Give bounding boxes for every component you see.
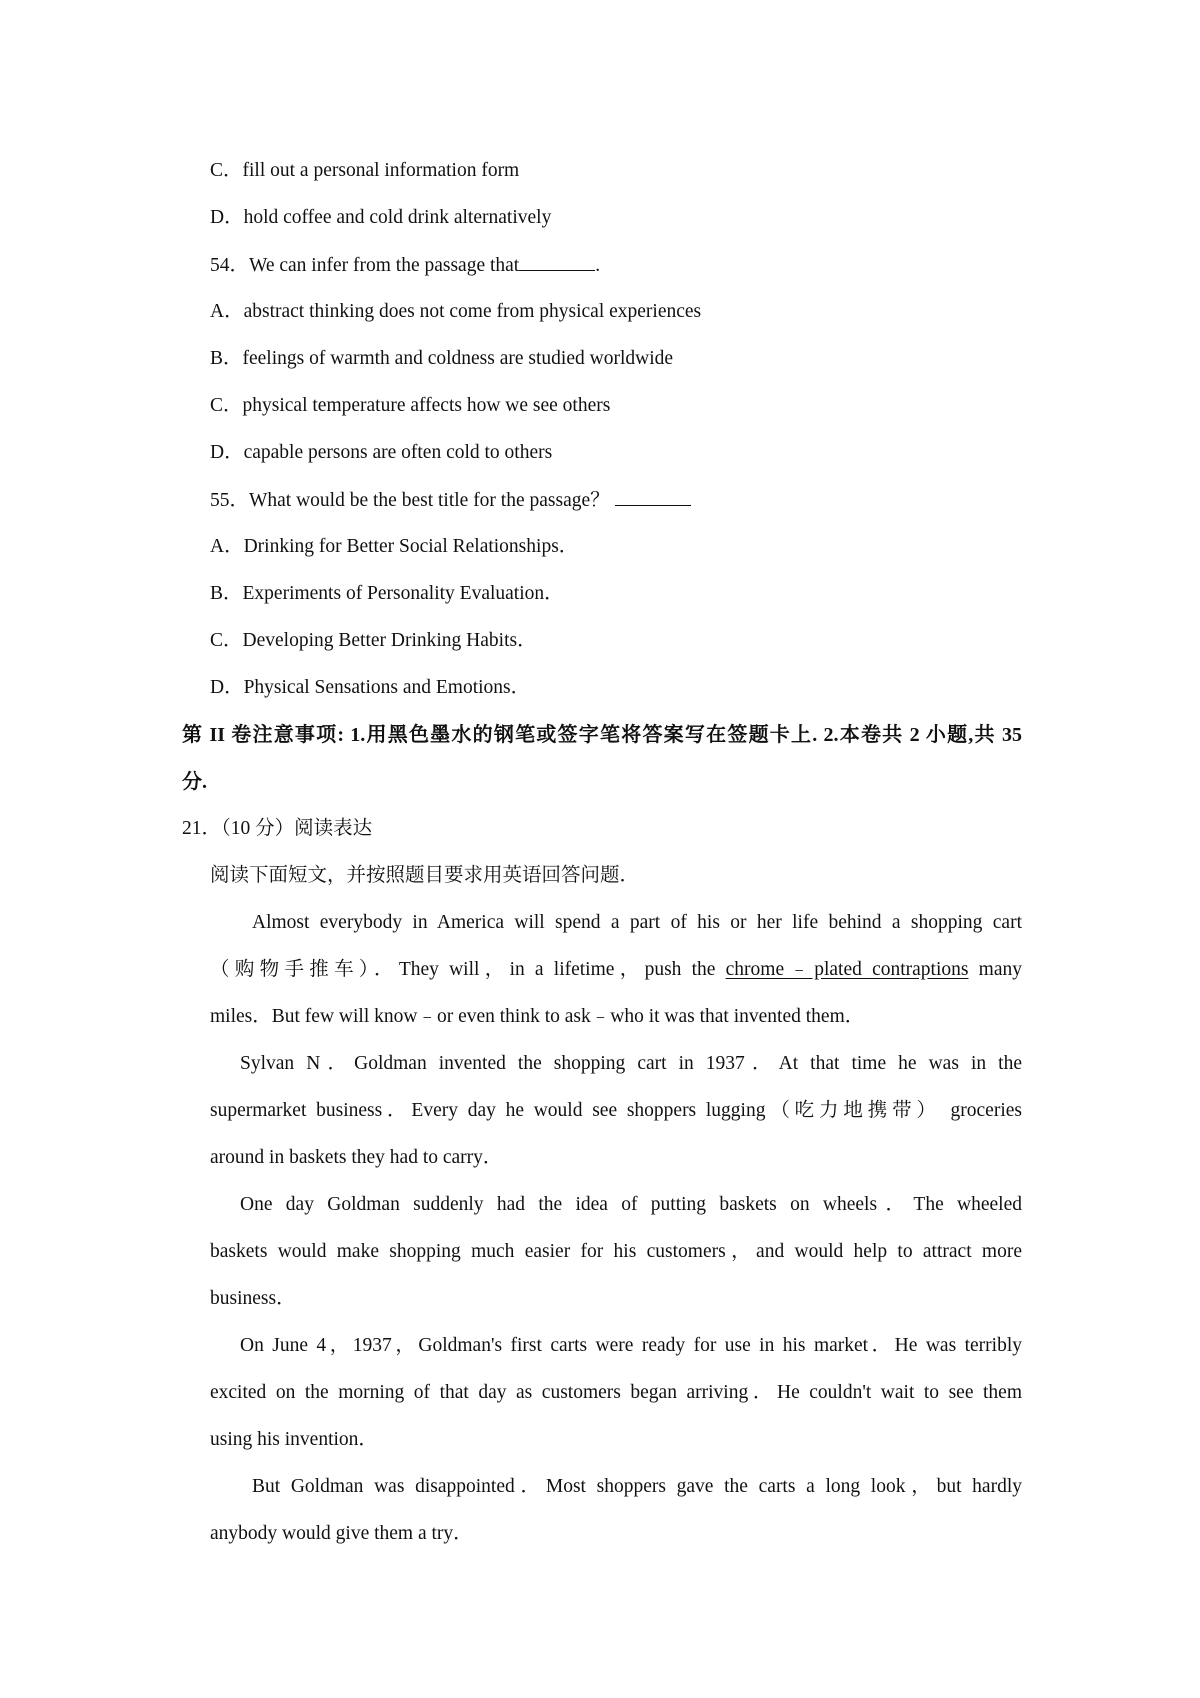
- section2-notice-line2: 分.: [182, 771, 207, 793]
- q55-stem-text: 55．What would be the best title for the passage？: [210, 490, 610, 511]
- p1-line2-a: （购物手推车）．They will，in a lifetime，push the: [210, 959, 726, 980]
- answer-blank: [615, 487, 691, 506]
- answer-blank: [519, 252, 595, 271]
- q54-option-a: A．abstract thinking does not come from physical experiences: [210, 301, 702, 322]
- q54-option-d: D．capable persons are often cold to others: [210, 442, 553, 463]
- p3-line2: baskets would make shopping much easier for his customers，and would help to attract more: [210, 1241, 1022, 1262]
- q54-option-c: C．physical temperature affects how we see others: [210, 395, 611, 416]
- p1-line3: miles．But few will know﹣or even think to ask﹣who it was that invented them．: [210, 1006, 865, 1027]
- q53-option-d: D．hold coffee and cold drink alternatively: [210, 207, 552, 228]
- p3-line3: business．: [210, 1288, 296, 1309]
- q21-instruction: 阅读下面短文，并按照题目要求用英语回答问题．: [210, 865, 640, 886]
- q55-option-c: C．Developing Better Drinking Habits．: [210, 630, 537, 651]
- p3-line1: One day Goldman suddenly had the idea of putting baskets on wheels．The wheeled: [240, 1194, 1022, 1215]
- p1-line1: Almost everybody in America will spend a part of his or her life behind a shopping cart: [252, 912, 1022, 933]
- q55-option-b: B．Experiments of Personality Evaluation．: [210, 583, 564, 604]
- q55-option-a: A．Drinking for Better Social Relationships．: [210, 536, 579, 557]
- underlined-phrase: chrome﹣plated contraptions: [725, 959, 969, 980]
- q54-option-b: B．feelings of warmth and coldness are studied worldwide: [210, 348, 674, 369]
- q55-option-d: D．Physical Sensations and Emotions．: [210, 677, 531, 698]
- p5-line2: anybody would give them a try．: [210, 1523, 473, 1544]
- p1-line2-b: many: [968, 959, 1023, 980]
- q54-stem-text: 54．We can infer from the passage that: [210, 255, 520, 276]
- p4-line1: On June 4，1937，Goldman's first carts were ready for use in his market．He was terribly: [240, 1335, 1022, 1356]
- p4-line3: using his invention．: [210, 1429, 378, 1450]
- section2-notice-line1: 第 II 卷注意事项: 1.用黑色墨水的钢笔或签字笔将答案写在签题卡上. 2.本卷共 2 小题,共 35: [182, 724, 1022, 746]
- p2-line3: around in baskets they had to carry．: [210, 1147, 503, 1168]
- p4-line2: excited on the morning of that day as customers began arriving．He couldn't wait to see them: [210, 1382, 1022, 1403]
- q54-stem-end: .: [595, 255, 601, 276]
- p5-line1: But Goldman was disappointed．Most shoppers gave the carts a long look，but hardly: [252, 1476, 1022, 1497]
- q21-heading: 21．（10 分）阅读表达: [182, 818, 373, 839]
- q55-stem: [210, 487, 691, 514]
- p2-line2: supermarket business．Every day he would see shoppers lugging（吃力地携带） groceries: [210, 1100, 1022, 1121]
- p2-line1: Sylvan N．Goldman invented the shopping cart in 1937．At that time he was in the: [240, 1053, 1022, 1074]
- q53-option-c: C．fill out a personal information form: [210, 160, 520, 181]
- p1-line2: [210, 957, 1022, 983]
- q54-stem: [210, 252, 600, 279]
